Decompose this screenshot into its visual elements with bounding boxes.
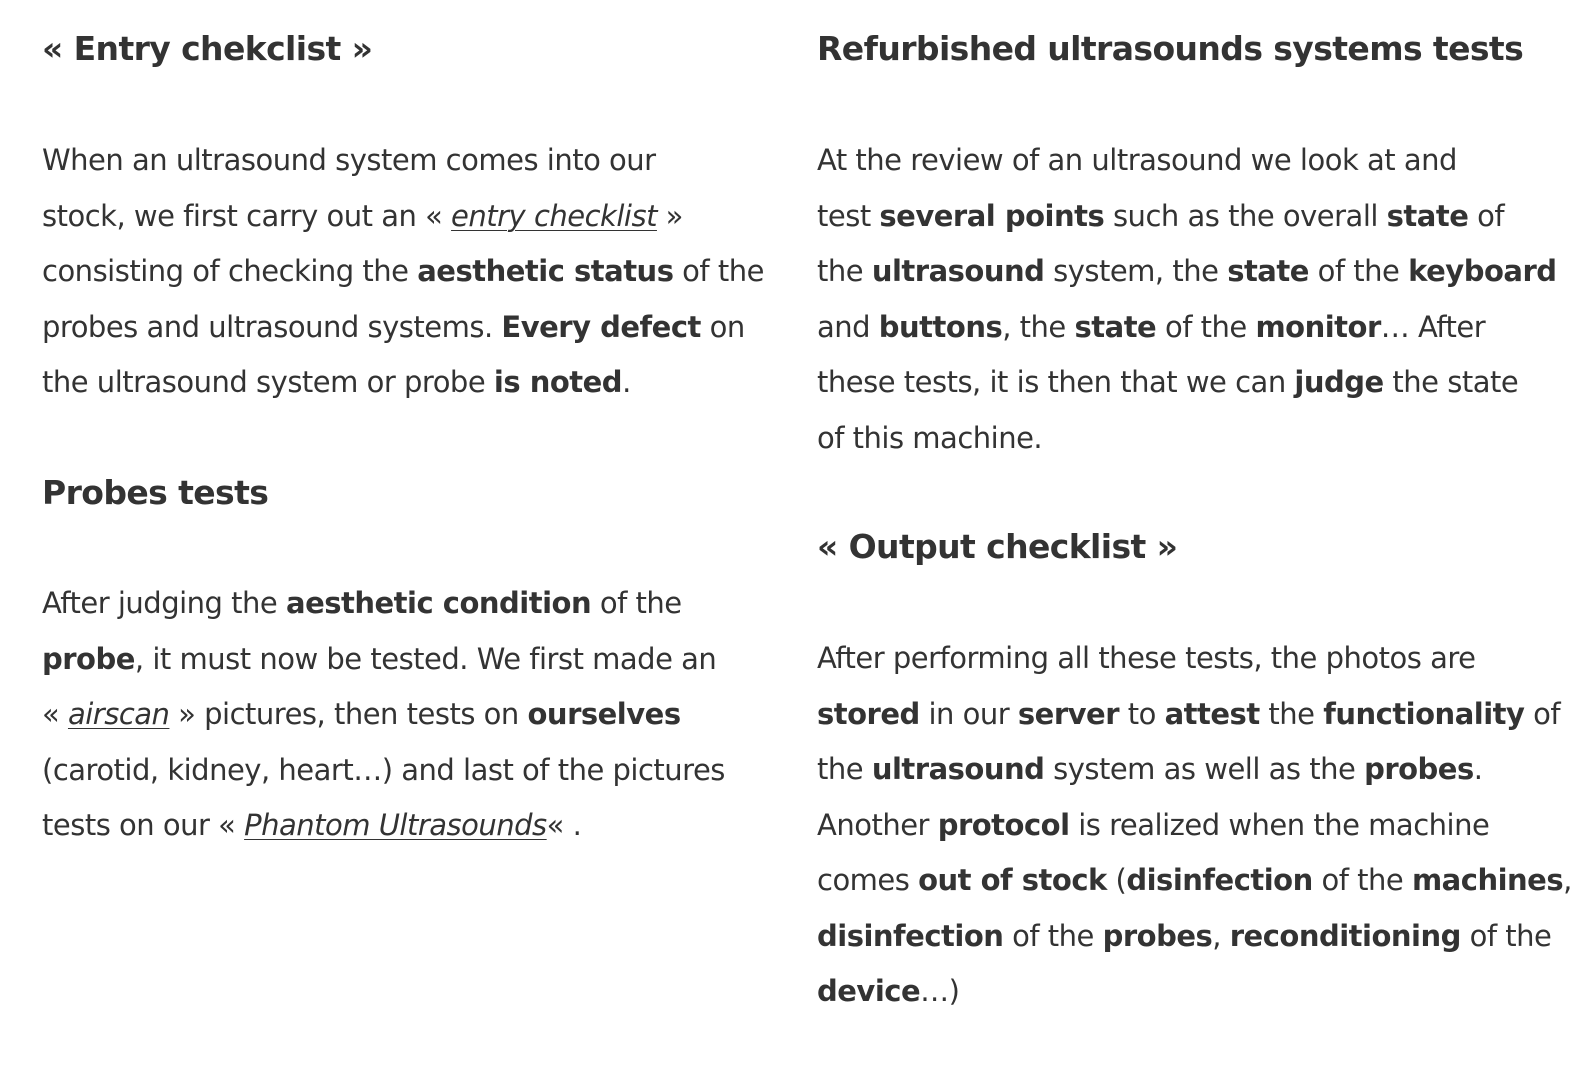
bold-text: state — [1074, 309, 1157, 344]
probes-tests-heading: Probes tests — [42, 473, 269, 512]
text-line — [42, 632, 725, 688]
refurbished-tests-heading: Refurbished ultrasounds systems tests — [817, 29, 1524, 68]
text-run: to — [1119, 696, 1165, 731]
text-run: ( — [1106, 863, 1127, 897]
text-line — [42, 244, 764, 300]
text-run: tests on our « — [42, 808, 245, 842]
output-checklist-heading: « Output checklist » — [817, 527, 1178, 566]
bold-text: reconditioning — [1229, 918, 1461, 953]
text-run: , it must now be tested. We first made an — [134, 641, 717, 676]
text-run: is realized when the machine — [1069, 807, 1490, 842]
text-line — [817, 687, 1572, 743]
text-run: stock, we first carry out an « — [42, 198, 452, 233]
bold-text: protocol — [937, 807, 1070, 842]
probes-tests-paragraph — [42, 576, 725, 854]
text-run: of the — [1312, 863, 1412, 897]
text-line — [42, 189, 764, 245]
text-run: of the — [1003, 918, 1103, 953]
text-line — [42, 133, 764, 189]
text-line — [817, 798, 1572, 854]
text-line — [817, 300, 1557, 356]
output-checklist-text — [817, 631, 1572, 1020]
bold-text: judge — [1294, 365, 1384, 399]
text-run: the — [1259, 696, 1324, 731]
text-line — [817, 189, 1557, 245]
text-line — [42, 798, 725, 854]
probes-tests-section — [42, 471, 268, 515]
bold-text: ultrasound — [871, 752, 1045, 786]
entry-checklist-section — [42, 27, 372, 71]
text-line — [817, 411, 1557, 467]
bold-text: ourselves — [527, 697, 681, 731]
text-run: At the review of an ultrasound we look at and — [817, 143, 1457, 177]
text-run: When an ultrasound system comes into our — [42, 143, 656, 177]
text-run: Another — [817, 807, 938, 842]
text-run: of the — [591, 586, 682, 620]
bold-text: machines — [1411, 863, 1564, 897]
bold-text: ultrasound — [871, 254, 1045, 288]
text-run: such as the overall — [1104, 198, 1387, 233]
bold-text: keyboard — [1408, 254, 1557, 288]
text-run: « — [42, 697, 68, 731]
bold-text: stored — [817, 696, 920, 731]
text-run: comes — [817, 863, 919, 897]
text-run: test — [817, 198, 880, 233]
bold-text: state — [1386, 198, 1469, 233]
text-run: of the — [1308, 254, 1409, 288]
text-line — [42, 355, 764, 411]
text-run: of — [1524, 696, 1561, 731]
text-run: of — [1468, 198, 1505, 233]
text-run: , the — [1002, 309, 1075, 344]
text-run: system as well as the — [1044, 752, 1365, 786]
text-line — [42, 576, 725, 632]
bold-text: state — [1227, 254, 1309, 288]
bold-text: out of stock — [918, 863, 1107, 897]
inline-link[interactable]: airscan — [67, 697, 170, 731]
text-run: of the — [1156, 309, 1256, 344]
text-line — [817, 631, 1572, 687]
refurbished-tests-text — [817, 133, 1557, 466]
entry-checklist-text — [42, 133, 764, 411]
bold-text: several points — [879, 198, 1105, 233]
bold-text: attest — [1164, 696, 1260, 731]
bold-text: probes — [1102, 918, 1213, 953]
text-line — [817, 964, 1572, 1020]
probes-tests-text — [42, 576, 725, 854]
bold-text: monitor — [1255, 309, 1381, 344]
bold-text: probe — [42, 641, 135, 676]
bold-text: server — [1017, 696, 1120, 731]
text-line — [817, 355, 1557, 411]
text-run: probes and ultrasound systems. — [42, 309, 502, 344]
text-line — [42, 300, 764, 356]
entry-checklist-heading: « Entry chekclist » — [42, 29, 373, 68]
bold-text: disinfection — [817, 918, 1004, 953]
text-run: the — [817, 752, 872, 786]
refurbished-tests-paragraph — [817, 133, 1557, 466]
refurbished-tests-section — [817, 27, 1523, 71]
text-run: the ultrasound system or probe — [42, 365, 494, 399]
bold-text: device — [817, 974, 921, 1008]
text-run: system, the — [1044, 254, 1228, 288]
text-run: in our — [919, 696, 1018, 731]
text-run: and — [817, 309, 879, 344]
text-line — [817, 742, 1572, 798]
text-line — [817, 909, 1572, 965]
inline-link[interactable]: Phantom Ultrasounds — [244, 808, 547, 842]
text-line — [817, 853, 1572, 909]
bold-text: aesthetic condition — [286, 586, 592, 620]
text-run: the state — [1383, 365, 1519, 399]
text-line — [42, 743, 725, 799]
bold-text: probes — [1364, 752, 1474, 786]
text-run: , — [1212, 918, 1230, 953]
output-checklist-section — [817, 525, 1177, 569]
text-line — [817, 244, 1557, 300]
inline-link[interactable]: entry checklist — [451, 198, 657, 233]
text-run: the — [817, 254, 872, 288]
text-run: » — [656, 198, 683, 233]
bold-text: aesthetic status — [417, 254, 674, 288]
bold-text: is noted — [493, 365, 623, 399]
bold-text: disinfection — [1126, 863, 1313, 897]
text-run: After performing all these tests, the photos are — [817, 641, 1476, 675]
text-run: …) — [920, 974, 960, 1008]
text-run: . — [1473, 752, 1483, 786]
text-run: these tests, it is then that we can — [817, 365, 1295, 399]
bold-text: buttons — [878, 309, 1003, 344]
output-checklist-paragraph — [817, 631, 1572, 1020]
text-run: of the — [1460, 918, 1552, 953]
text-run: . — [622, 365, 631, 399]
text-line — [817, 133, 1557, 189]
text-run: … After — [1380, 309, 1486, 344]
text-line — [42, 687, 725, 743]
text-run: of the — [673, 254, 764, 288]
text-run: « . — [546, 808, 582, 842]
text-run: , — [1563, 863, 1572, 897]
entry-checklist-paragraph — [42, 133, 764, 411]
text-run: on — [700, 309, 745, 344]
bold-text: Every defect — [501, 309, 701, 344]
bold-text: functionality — [1323, 696, 1525, 731]
text-run: of this machine. — [817, 420, 1043, 455]
text-run: After judging the — [42, 586, 286, 620]
text-run: consisting of checking the — [42, 254, 418, 288]
text-run: (carotid, kidney, heart…) and last of the pictures — [42, 752, 725, 787]
text-run: » pictures, then tests on — [169, 697, 528, 731]
